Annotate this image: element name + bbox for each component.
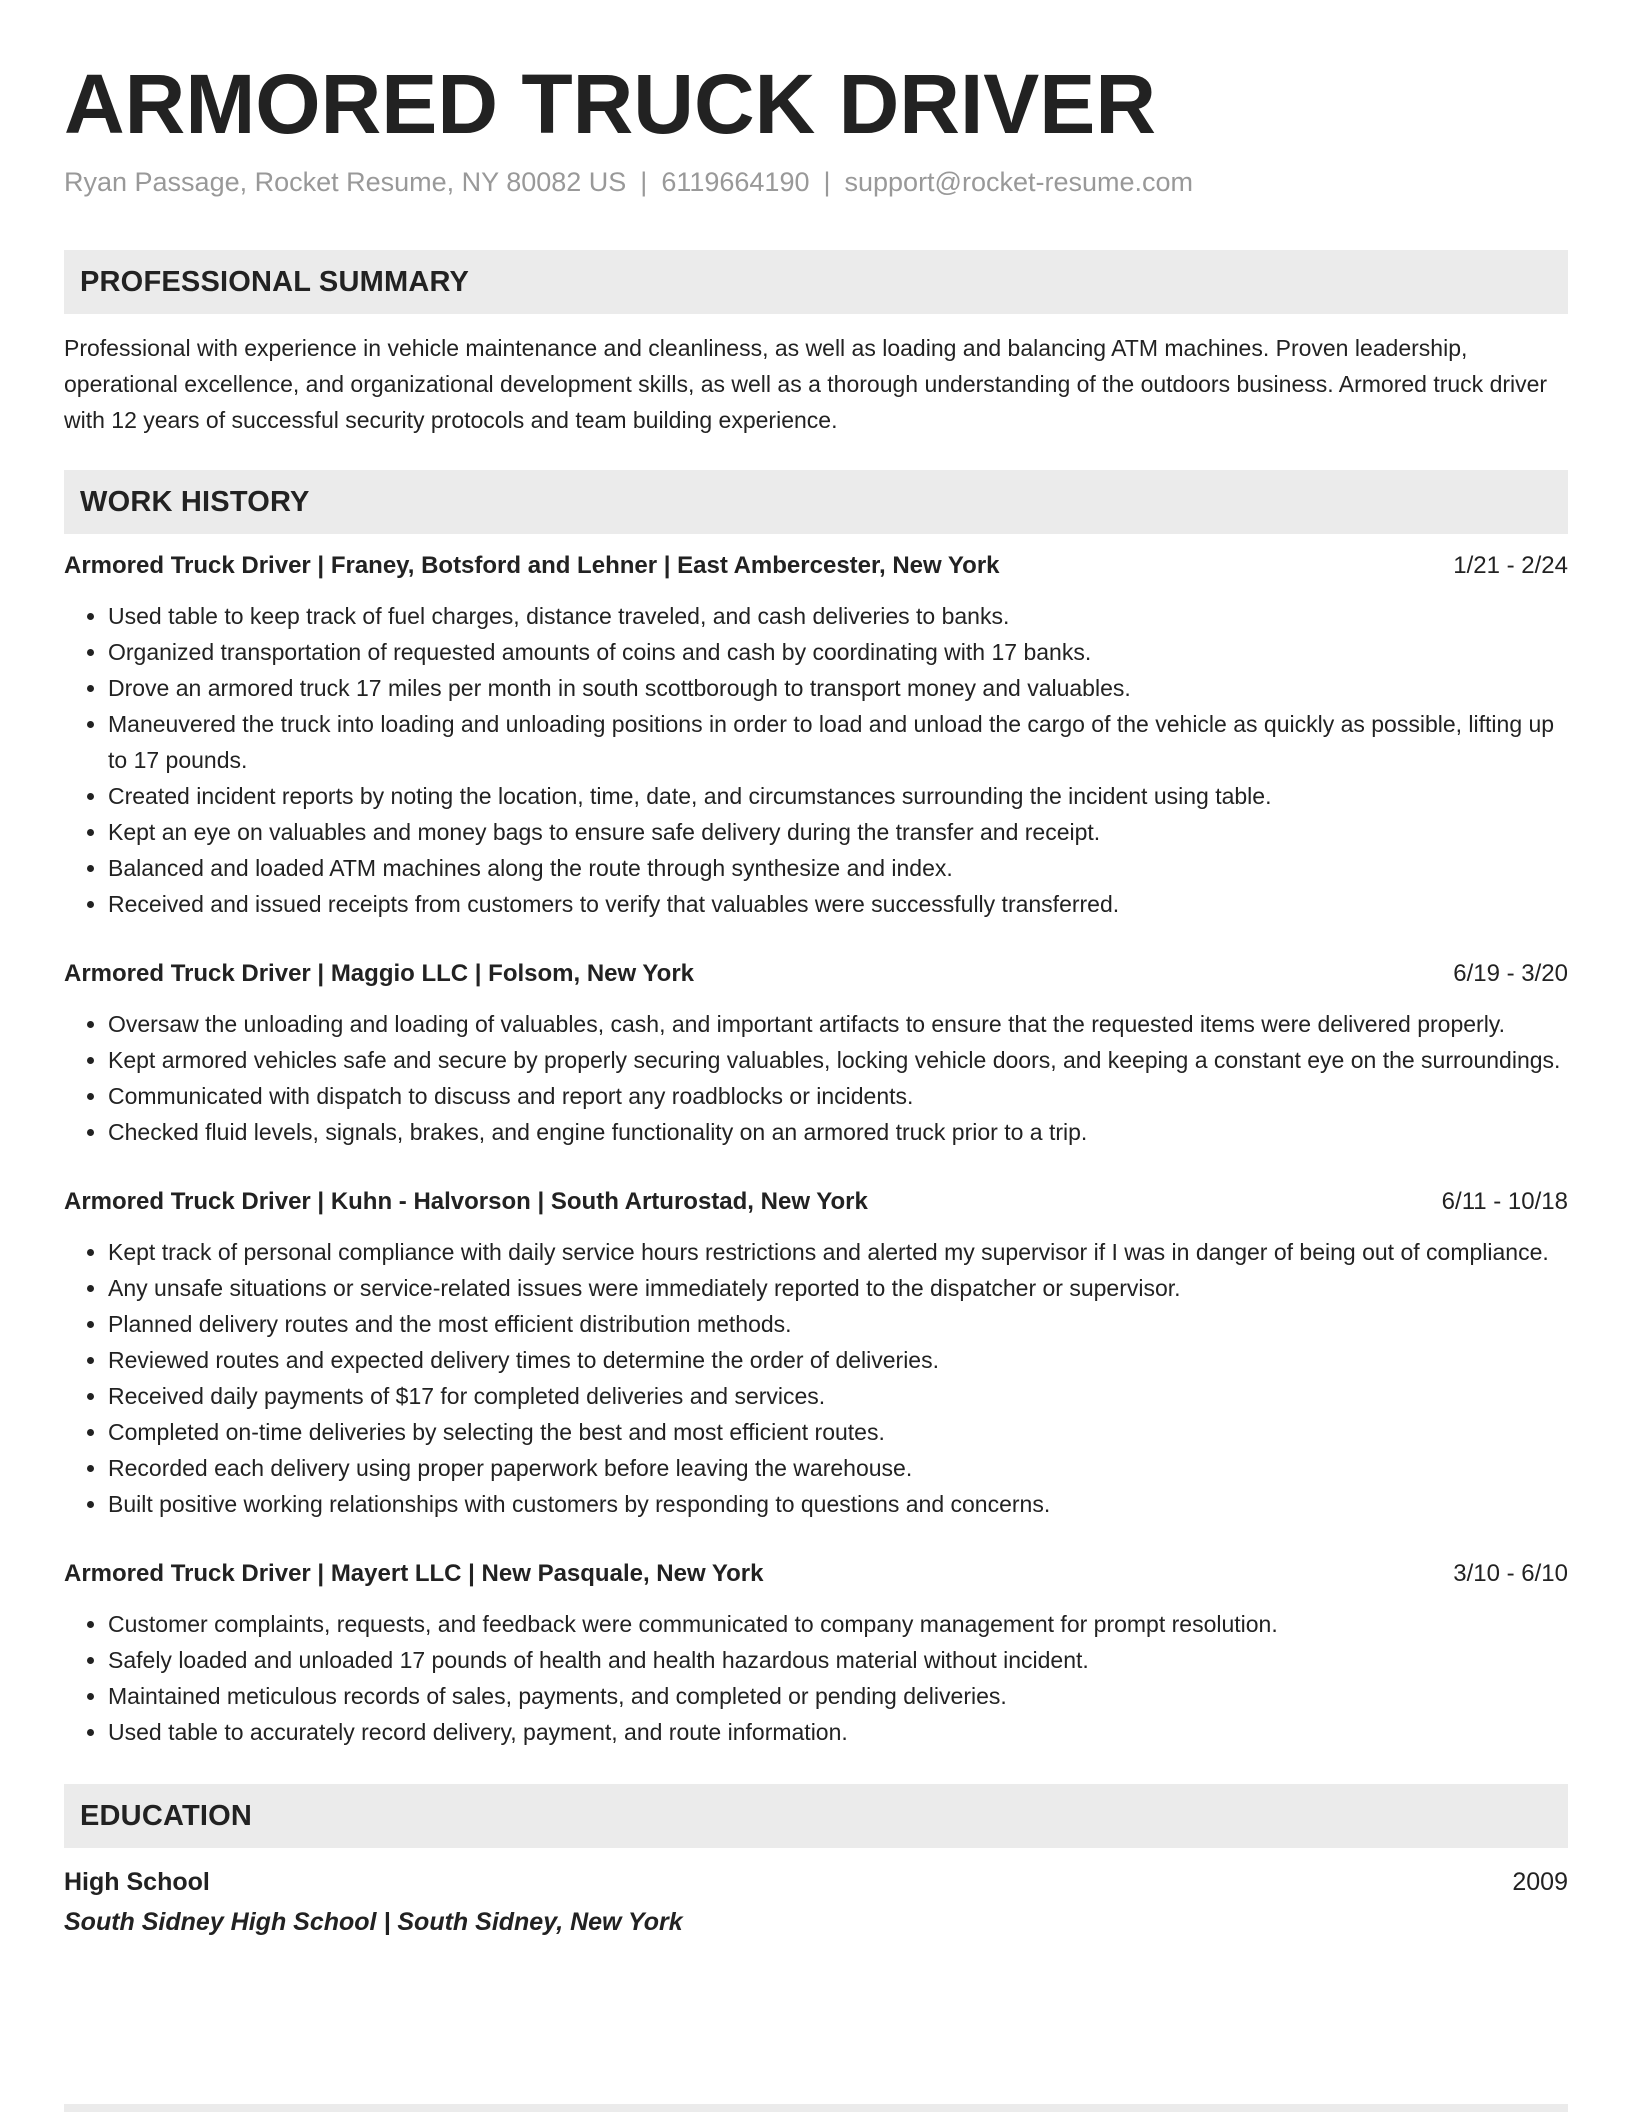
job-bullet: • Maneuvered the truck into loading and unloading positions in order to load and unload the cargo of the vehicle as quickly as possible, lifting up to 17 pounds. <box>108 706 1568 778</box>
job-header <box>64 1556 1568 1592</box>
job-bullets <box>64 1606 1568 1750</box>
job-bullet: • Used table to keep track of fuel charges, distance traveled, and cash deliveries to banks. <box>108 598 1568 634</box>
job-title: Armored Truck Driver | Maggio LLC | Folsom, New York <box>64 960 694 987</box>
job-bullet: • Safely loaded and unloaded 17 pounds of health and health hazardous material without incident. <box>108 1642 1568 1678</box>
job-header <box>64 1184 1568 1220</box>
job-entry <box>64 1184 1568 1522</box>
contact-email: support@rocket-resume.com <box>844 167 1194 197</box>
job-bullets <box>64 1006 1568 1150</box>
job-bullet: • Received daily payments of $17 for completed deliveries and services. <box>108 1378 1568 1414</box>
job-bullet: • Organized transportation of requested amounts of coins and cash by coordinating with 17 banks. <box>108 634 1568 670</box>
section-heading-summary: PROFESSIONAL SUMMARY <box>64 250 1568 314</box>
job-header <box>64 956 1568 992</box>
job-bullet: • Maintained meticulous records of sales, payments, and completed or pending deliveries. <box>108 1678 1568 1714</box>
job-title: Armored Truck Driver | Kuhn - Halvorson | South Arturostad, New York <box>64 1188 868 1215</box>
job-bullet: • Customer complaints, requests, and feedback were communicated to company management for prompt resolution. <box>108 1606 1568 1642</box>
job-entry <box>64 956 1568 1150</box>
next-section-header-edge <box>64 2104 1568 2112</box>
job-bullet: • Reviewed routes and expected delivery times to determine the order of deliveries. <box>108 1342 1568 1378</box>
job-title: Armored Truck Driver | Mayert LLC | New Pasquale, New York <box>64 1560 764 1587</box>
job-dates: 6/19 - 3/20 <box>1453 960 1568 987</box>
job-bullet: • Completed on-time deliveries by selecting the best and most efficient routes. <box>108 1414 1568 1450</box>
education-header <box>64 1864 1568 1900</box>
summary-text: Professional with experience in vehicle maintenance and cleanliness, as well as loading and balancing ATM machines. Proven leadership, operational excellence, and organizational development skills, as well as a thorough understanding of the outdoors business. Armored truck driver with 12 years of successful security protocols and team building experience. <box>64 335 1548 433</box>
job-bullets <box>64 598 1568 922</box>
job-bullet: • Drove an armored truck 17 miles per month in south scottborough to transport money and valuables. <box>108 670 1568 706</box>
job-dates: 3/10 - 6/10 <box>1453 1560 1568 1587</box>
job-bullet: • Kept armored vehicles safe and secure by properly securing valuables, locking vehicle doors, and keeping a constant eye on the surroundings. <box>108 1042 1568 1078</box>
contact-line <box>64 164 1568 200</box>
job-bullet: • Received and issued receipts from customers to verify that valuables were successfully transferred. <box>108 886 1568 922</box>
job-entry <box>64 548 1568 922</box>
job-bullet: • Oversaw the unloading and loading of valuables, cash, and important artifacts to ensure that the requested items were delivered properly. <box>108 1006 1568 1042</box>
education-year: 2009 <box>1512 1868 1568 1896</box>
job-dates: 1/21 - 2/24 <box>1453 552 1568 579</box>
section-heading-education: EDUCATION <box>64 1784 1568 1848</box>
job-bullet: • Recorded each delivery using proper paperwork before leaving the warehouse. <box>108 1450 1568 1486</box>
job-bullet: • Communicated with dispatch to discuss and report any roadblocks or incidents. <box>108 1078 1568 1114</box>
job-title: Armored Truck Driver | Franey, Botsford and Lehner | East Ambercester, New York <box>64 552 1000 579</box>
job-bullet: • Built positive working relationships with customers by responding to questions and concerns. <box>108 1486 1568 1522</box>
job-bullet: • Created incident reports by noting the location, time, date, and circumstances surrounding the incident using table. <box>108 778 1568 814</box>
job-bullet: • Checked fluid levels, signals, brakes, and engine functionality on an armored truck prior to a trip. <box>108 1114 1568 1150</box>
job-bullet: • Used table to accurately record delivery, payment, and route information. <box>108 1714 1568 1750</box>
section-heading-work-history: WORK HISTORY <box>64 470 1568 534</box>
job-bullet: • Planned delivery routes and the most efficient distribution methods. <box>108 1306 1568 1342</box>
job-bullet: • Kept track of personal compliance with daily service hours restrictions and alerted my supervisor if I was in danger of being out of compliance. <box>108 1234 1568 1270</box>
education-school: South Sidney High School | South Sidney, New York <box>64 1908 683 1936</box>
resume-page <box>64 0 1568 1940</box>
job-bullet: • Balanced and loaded ATM machines along the route through synthesize and index. <box>108 850 1568 886</box>
job-bullets <box>64 1234 1568 1522</box>
job-bullet: • Any unsafe situations or service-related issues were immediately reported to the dispatcher or supervisor. <box>108 1270 1568 1306</box>
job-dates: 6/11 - 10/18 <box>1441 1188 1568 1215</box>
resume-name: ARMORED TRUCK DRIVER <box>64 57 1156 151</box>
job-bullet: • Kept an eye on valuables and money bags to ensure safe delivery during the transfer and receipt. <box>108 814 1568 850</box>
contact-separator: | <box>823 167 831 197</box>
education-degree: High School <box>64 1868 210 1896</box>
contact-phone: 6119664190 <box>661 167 810 197</box>
job-entry <box>64 1556 1568 1750</box>
contact-address: Ryan Passage, Rocket Resume, NY 80082 US <box>64 167 627 197</box>
job-header <box>64 548 1568 584</box>
contact-separator: | <box>640 167 648 197</box>
